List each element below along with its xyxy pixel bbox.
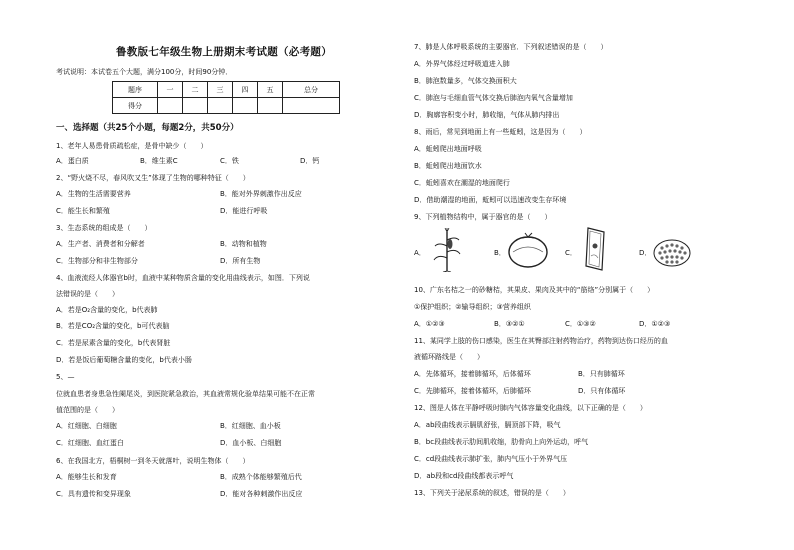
score-header-cell: 三 — [208, 82, 233, 98]
option: B．维生素C — [140, 157, 178, 165]
option: B．肺泡数量多，气体交换面积大 — [414, 77, 517, 85]
score-cell — [258, 98, 283, 114]
option: D．ab段和cd段曲线都表示呼气 — [414, 472, 514, 480]
question-2: 2、“野火烧不尽，春风吹又生”体现了生物的哪种特征（ ） — [56, 174, 250, 182]
score-header-cell: 四 — [233, 82, 258, 98]
tomato-image — [507, 232, 549, 268]
question-1: 1、老年人易患骨质疏松症，是骨中缺少（ ） — [56, 142, 208, 150]
score-header-cell: 五 — [258, 82, 283, 98]
option: C．生物部分和非生物部分 — [56, 257, 138, 265]
option: B．成熟个体能够繁殖后代 — [220, 473, 302, 481]
option: D．血小板、白细胞 — [220, 439, 282, 447]
page-title: 鲁教版七年级生物上册期末考试题（必考题） — [116, 46, 332, 58]
option: D．能对各种刺激作出反应 — [220, 490, 303, 498]
question-5-text: 值范围的是（ ） — [56, 406, 119, 414]
corn-plant-image — [432, 228, 462, 272]
option: B．只有肺循环 — [578, 370, 625, 378]
option: A．ab段曲线表示膈肌舒张，膈顶部下降，吸气 — [414, 421, 561, 429]
option: D． — [639, 249, 652, 257]
option: A．若是O₂含量的变化，b代表肺 — [56, 306, 158, 314]
option: A． — [414, 249, 426, 257]
option: C．①③② — [565, 320, 596, 328]
section-heading: 一、选择题（共25个小题，每题2分，共50分） — [56, 123, 239, 133]
score-header-cell: 总分 — [283, 82, 340, 98]
score-header-cell: 题序 — [113, 82, 158, 98]
option: A．红细胞、白细胞 — [56, 422, 117, 430]
option: C．蚯蚓喜欢在潮湿的地面爬行 — [414, 179, 510, 187]
exam-note: 考试说明：本试卷五个大题，满分100分，时间90分钟． — [56, 68, 233, 76]
option: A．①②③ — [414, 320, 445, 328]
option: A．蛋白质 — [56, 157, 89, 165]
score-cell — [283, 98, 340, 114]
question-7: 7、肺是人体呼吸系统的主要器官．下列叙述错误的是（ ） — [414, 43, 608, 51]
score-header-cell: 一 — [158, 82, 183, 98]
option: C． — [565, 249, 577, 257]
option: A．外界气体经过呼吸道进入肺 — [414, 60, 510, 68]
score-header-cell: 二 — [183, 82, 208, 98]
tissue-cells-image — [652, 238, 692, 268]
score-table — [112, 81, 340, 114]
question-11-cont: 液循环路线是（ ） — [414, 353, 484, 361]
option: C．cd段曲线表示肺扩张，肺内气压小于外界气压 — [414, 455, 568, 463]
option: D．所有生物 — [220, 257, 261, 265]
question-9: 9、下列植物结构中，属于器官的是（ ） — [414, 213, 552, 221]
option: A．先体循环，接着肺循环，后体循环 — [414, 370, 531, 378]
question-3: 3、生态系统的组成是（ ） — [56, 224, 152, 232]
option: D．钙 — [300, 157, 320, 165]
option: B．动物和植物 — [220, 240, 267, 248]
score-cell — [233, 98, 258, 114]
option: A．生物的生活需要营养 — [56, 190, 131, 198]
question-4: 4、血液流经人体器官b时，血液中某种物质含量的变化用曲线表示，如图．下列说 — [56, 274, 310, 282]
option: B． — [494, 249, 506, 257]
option: D．能进行呼吸 — [220, 207, 268, 215]
option: C．肺泡与毛细血管气体交换后肺泡内氧气含量增加 — [414, 94, 573, 102]
option: D．借助潮湿的地面，蚯蚓可以迅速改变生存环境 — [414, 196, 567, 204]
option: D．若是饭后葡萄糖含量的变化，b代表小肠 — [56, 356, 192, 364]
option: A．蚯蚓爬出地面呼吸 — [414, 145, 482, 153]
option: C．铁 — [220, 157, 239, 165]
option: D．只有体循环 — [578, 387, 626, 395]
option: B．蚯蚓爬出地面饮水 — [414, 162, 482, 170]
option: A．生产者、消费者和分解者 — [56, 240, 145, 248]
option: D．①②③ — [639, 320, 671, 328]
question-10-sub: ①保护组织；②输导组织；③营养组织 — [414, 303, 531, 311]
question-10: 10、广东名桔之一的砂糖桔，其果皮、果肉及其中的“筋络”分别属于（ ） — [414, 286, 655, 294]
option: B．③②① — [494, 320, 525, 328]
option: B．bc段曲线表示肋间肌收缩，肋骨向上向外运动，呼气 — [414, 438, 589, 446]
score-cell — [158, 98, 183, 114]
option: C．红细胞、血红蛋白 — [56, 439, 124, 447]
option: B．能对外界刺激作出反应 — [220, 190, 302, 198]
question-4-cont: 法错误的是（ ） — [56, 290, 119, 298]
option: C．先肺循环，接着体循环，后肺循环 — [414, 387, 531, 395]
question-5-text: 位就血患者身患急性阑尾炎，到医院紧急救治，其血液常规化验单结果可能不在正常 — [56, 390, 315, 398]
question-6: 6、在我国北方，梧桐树一到冬天就落叶，说明生物体（ ） — [56, 457, 250, 465]
option: A．能够生长和发育 — [56, 473, 117, 481]
option: B．若是CO₂含量的变化，b可代表脑 — [56, 322, 170, 330]
question-5: 5、— — [56, 373, 75, 381]
question-11: 11、某同学上肢的伤口感染，医生在其臀部注射药物治疗，药物到达伤口经历的血 — [414, 337, 668, 345]
option: D．胸廓容积变小时，肺收缩，气体从肺内排出 — [414, 111, 560, 119]
score-cell — [208, 98, 233, 114]
option: C．具有遗传和变异现象 — [56, 490, 131, 498]
option: C．若是尿素含量的变化，b代表肾脏 — [56, 339, 171, 347]
question-8: 8、雨后，常见到地面上有一些蚯蚓，这是因为（ ） — [414, 128, 587, 136]
question-12: 12、图是人体在平静呼吸时肺内气体容量变化曲线，以下正确的是（ ） — [414, 404, 647, 412]
score-table-header-row — [113, 82, 340, 98]
score-cell — [183, 98, 208, 114]
plant-cell-image — [582, 226, 608, 272]
score-table-score-row — [113, 98, 340, 114]
option: B．红细胞、血小板 — [220, 422, 281, 430]
score-row-label: 得分 — [113, 98, 158, 114]
option: C．能生长和繁殖 — [56, 207, 110, 215]
question-13: 13、下列关于泌尿系统的叙述，错误的是（ ） — [414, 489, 570, 497]
